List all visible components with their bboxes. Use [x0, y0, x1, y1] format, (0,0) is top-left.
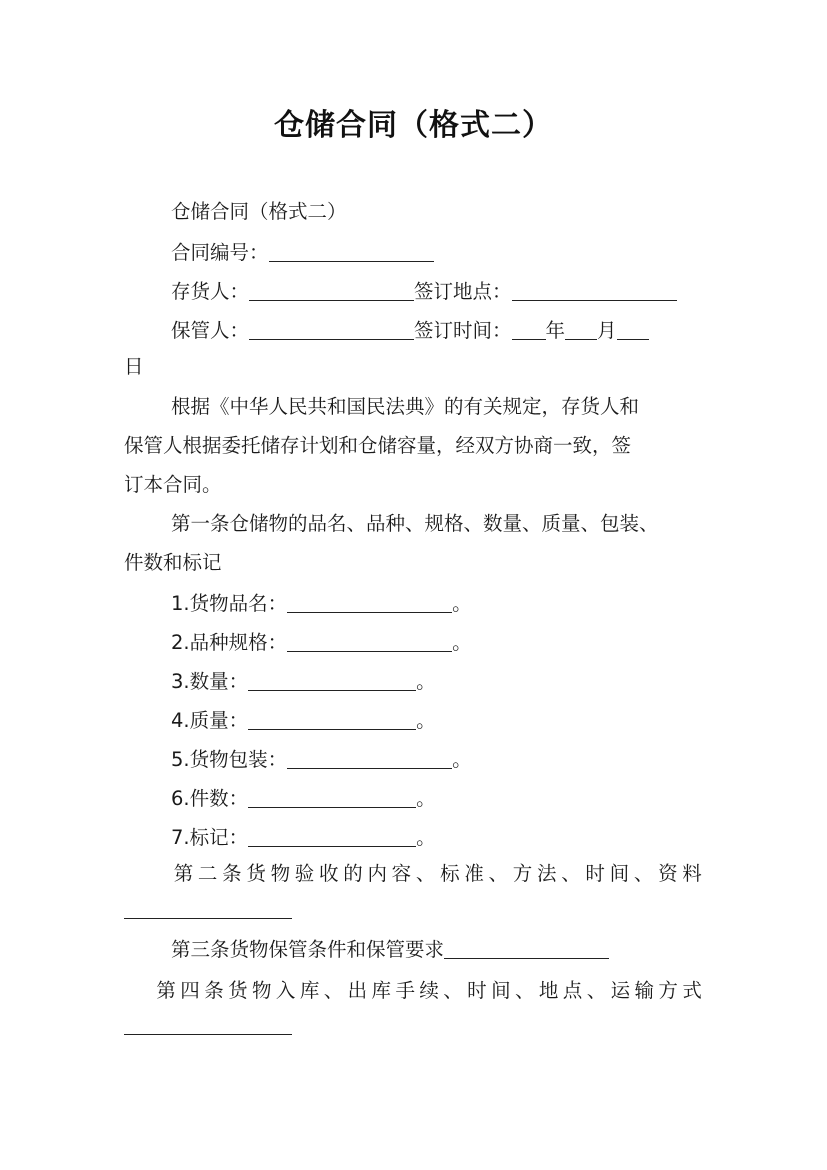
article-4-blank — [124, 1034, 292, 1035]
article-4-char: 地 — [538, 979, 559, 1002]
intro-paragraph-line-1: 根据《中华人民共和国民法典》的有关规定，存货人和 — [171, 395, 640, 418]
article-4-char: 、 — [586, 979, 607, 1002]
article-2-char: 、 — [488, 862, 509, 885]
article-4-line — [124, 981, 702, 1001]
item-quality-label: 4.质量： — [171, 709, 249, 732]
article-4-char: 运 — [610, 979, 631, 1002]
article-2-char: 、 — [561, 862, 581, 885]
article-2-char: 第 — [173, 862, 194, 885]
item-quantity-label: 3.数量： — [171, 670, 249, 693]
sign-place-blank — [512, 280, 677, 301]
article-4-char: 第 — [156, 979, 176, 1002]
item-period: 。 — [416, 709, 436, 732]
article-2-char: 验 — [294, 862, 315, 885]
article-2-char: 条 — [222, 862, 242, 885]
item-quantity — [171, 670, 436, 692]
item-period: 。 — [452, 592, 472, 615]
item-piece-count-blank — [248, 787, 416, 808]
month-label: 月 — [597, 319, 617, 342]
article-3-text: 第三条货物保管条件和保管要求 — [171, 938, 445, 961]
article-2-blank — [124, 918, 292, 919]
article-2-char: 物 — [270, 862, 291, 885]
article-4-char: 续 — [419, 979, 439, 1002]
day-label: 日 — [124, 355, 144, 378]
article-2-char: 方 — [512, 862, 533, 885]
item-goods-name — [171, 592, 472, 614]
month-blank — [565, 319, 597, 340]
item-quality — [171, 709, 436, 731]
depositor-label: 存货人： — [171, 280, 250, 303]
article-4-char: 、 — [323, 979, 344, 1002]
article-3-line — [171, 938, 609, 960]
depositor-blank — [249, 280, 414, 301]
article-2-char: 的 — [343, 862, 363, 885]
article-2-line — [124, 864, 702, 884]
article-1-line-1: 第一条仓储物的品名、品种、规格、数量、质量、包装、 — [171, 512, 659, 535]
article-4-char: 货 — [228, 979, 248, 1002]
year-label: 年 — [545, 319, 566, 342]
keeper-line — [171, 319, 649, 341]
article-4-char: 、 — [443, 979, 463, 1002]
item-piece-count-label: 6.件数： — [171, 787, 249, 810]
item-marking-blank — [248, 826, 416, 847]
article-4-char: 条 — [204, 979, 224, 1002]
article-4-char: 式 — [682, 979, 702, 1002]
article-2-char: 资 — [658, 862, 678, 885]
article-2-char: 间 — [609, 862, 630, 885]
article-2-char: 容 — [391, 862, 412, 885]
article-1-line-2: 件数和标记 — [124, 551, 222, 574]
day-blank — [617, 319, 649, 340]
document-title: 仓储合同（格式二） — [274, 108, 553, 143]
article-4-char: 库 — [299, 979, 320, 1002]
article-3-blank — [444, 938, 609, 959]
item-period: 。 — [452, 748, 472, 771]
item-packaging-blank — [287, 748, 452, 769]
item-packaging — [171, 748, 472, 770]
item-piece-count — [171, 787, 436, 809]
article-2-char: 标 — [440, 862, 460, 885]
article-2-char: 时 — [585, 862, 605, 885]
item-goods-name-label: 1.货物品名： — [171, 592, 288, 615]
item-period: 。 — [416, 670, 436, 693]
item-marking-label: 7.标记： — [171, 826, 249, 849]
article-4-char: 物 — [252, 979, 272, 1002]
item-period: 。 — [416, 787, 436, 810]
item-period: 。 — [416, 826, 436, 849]
article-4-char: 库 — [371, 979, 392, 1002]
article-4-char: 时 — [467, 979, 487, 1002]
sign-place-label: 签订地点： — [414, 280, 512, 303]
article-4-char: 、 — [514, 979, 535, 1002]
item-period: 。 — [452, 631, 472, 654]
intro-paragraph-line-2: 保管人根据委托储存计划和仓储容量，经双方协商一致，签 — [124, 434, 632, 457]
article-4-char: 间 — [491, 979, 511, 1002]
article-4-char: 方 — [658, 979, 678, 1002]
article-4-char: 四 — [180, 979, 200, 1002]
article-2-char: 料 — [682, 862, 702, 885]
item-quantity-blank — [248, 670, 416, 691]
contract-number-line — [171, 241, 434, 263]
article-2-char: 货 — [246, 862, 266, 885]
depositor-line — [171, 280, 677, 302]
article-4-char: 点 — [562, 979, 583, 1002]
year-blank — [512, 319, 546, 340]
article-2-char: 、 — [415, 862, 436, 885]
intro-paragraph-line-3: 订本合同。 — [124, 473, 222, 496]
item-variety-spec-label: 2.品种规格： — [171, 631, 288, 654]
article-4-char: 出 — [347, 979, 368, 1002]
item-marking — [171, 826, 436, 848]
item-packaging-label: 5.货物包装： — [171, 748, 288, 771]
article-4-char: 输 — [634, 979, 655, 1002]
article-2-char: 内 — [367, 862, 387, 885]
article-4-char: 入 — [275, 979, 296, 1002]
contract-number-blank — [269, 241, 434, 262]
item-quality-blank — [248, 709, 416, 730]
article-2-char: 收 — [319, 862, 339, 885]
item-variety-spec-blank — [287, 631, 452, 652]
article-2-char: 二 — [197, 862, 218, 885]
article-2-char: 法 — [536, 862, 557, 885]
sign-time-label: 签订时间： — [414, 319, 512, 342]
article-2-char: 、 — [633, 862, 654, 885]
item-variety-spec — [171, 631, 472, 653]
item-goods-name-blank — [287, 592, 452, 613]
subtitle-line: 仓储合同（格式二） — [171, 200, 347, 223]
contract-number-label: 合同编号： — [171, 241, 269, 264]
keeper-label: 保管人： — [171, 319, 250, 342]
keeper-blank — [249, 319, 414, 340]
article-2-char: 准 — [464, 862, 484, 885]
article-4-char: 手 — [395, 979, 415, 1002]
